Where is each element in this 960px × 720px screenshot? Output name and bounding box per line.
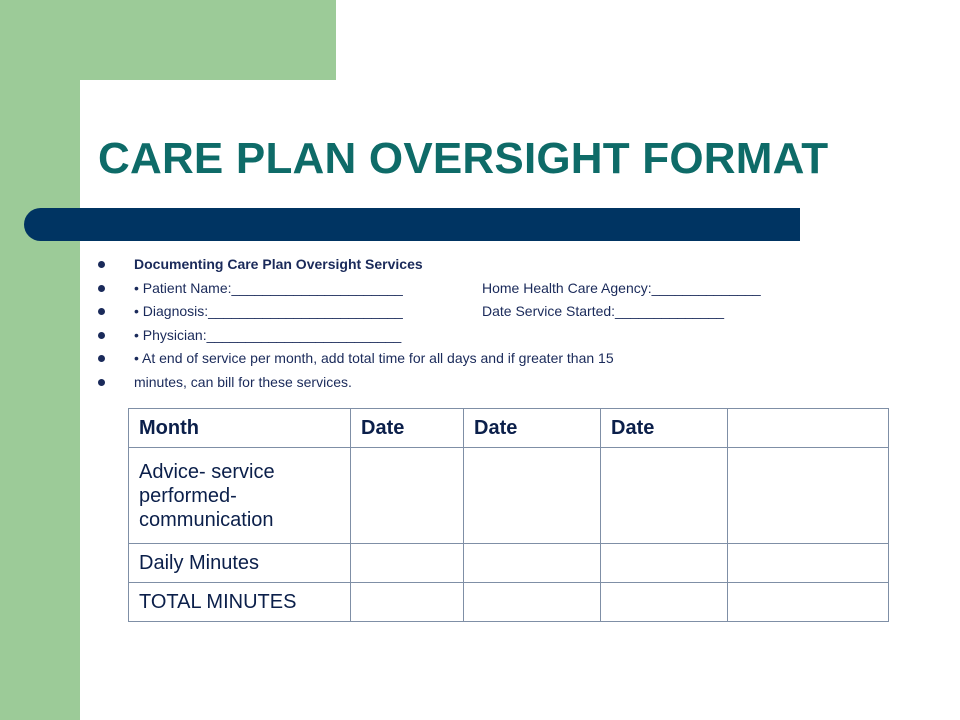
table-cell: [464, 544, 601, 583]
green-top-band: [0, 0, 336, 80]
bullet-dot-icon: [98, 261, 105, 268]
bullet-item: [98, 278, 818, 302]
table-cell: [464, 448, 601, 544]
table-cell: [351, 583, 464, 622]
bullet-text: • At end of service per month, add total time for all days and if greater than 15: [134, 350, 614, 366]
table-cell: [351, 544, 464, 583]
table-header-cell: Date: [464, 409, 601, 448]
slide-title: CARE PLAN OVERSIGHT FORMAT: [98, 134, 829, 183]
bullet-dot-icon: [98, 355, 105, 362]
table-row: [129, 544, 889, 583]
patient-name-field: • Patient Name:______________________: [134, 279, 403, 296]
bullet-dot-icon: [98, 285, 105, 292]
bullet-dot-icon: [98, 332, 105, 339]
table-cell: [601, 448, 728, 544]
table-cell: [601, 544, 728, 583]
table-header-cell: Date: [601, 409, 728, 448]
table-cell: [728, 544, 889, 583]
table-cell: [728, 583, 889, 622]
bullet-item: [98, 325, 818, 349]
home-health-agency-field: Home Health Care Agency:______________: [482, 279, 761, 296]
bullet-item: [98, 301, 818, 325]
table-header-row: [129, 409, 889, 448]
table-cell: [464, 583, 601, 622]
row-label: Advice- service performed- communication: [129, 448, 351, 544]
diagnosis-field: • Diagnosis:_________________________: [134, 303, 403, 319]
table-header-cell: Date: [351, 409, 464, 448]
table-cell: [728, 448, 889, 544]
table-row: [129, 448, 889, 544]
bullet-item: [98, 254, 818, 278]
green-side-band: [0, 0, 80, 720]
bullet-item: [98, 372, 818, 396]
table-cell: [351, 448, 464, 544]
bullet-item: [98, 348, 818, 372]
table-header-cell: [728, 409, 889, 448]
bullet-dot-icon: [98, 379, 105, 386]
date-service-started-field: Date Service Started:______________: [482, 303, 725, 319]
table-cell: [601, 583, 728, 622]
row-label: TOTAL MINUTES: [129, 583, 351, 622]
bullet-dot-icon: [98, 308, 105, 315]
row-label: Daily Minutes: [129, 544, 351, 583]
bullet-text: Documenting Care Plan Oversight Services: [134, 256, 423, 272]
table-header-cell: Month: [129, 409, 351, 448]
bullet-text: minutes, can bill for these services.: [134, 373, 352, 390]
table-row: [129, 583, 889, 622]
title-underline-bar: [24, 208, 800, 241]
bullet-list: [98, 254, 818, 395]
care-plan-table: [128, 408, 889, 622]
physician-field: • Physician:_________________________: [134, 326, 402, 343]
